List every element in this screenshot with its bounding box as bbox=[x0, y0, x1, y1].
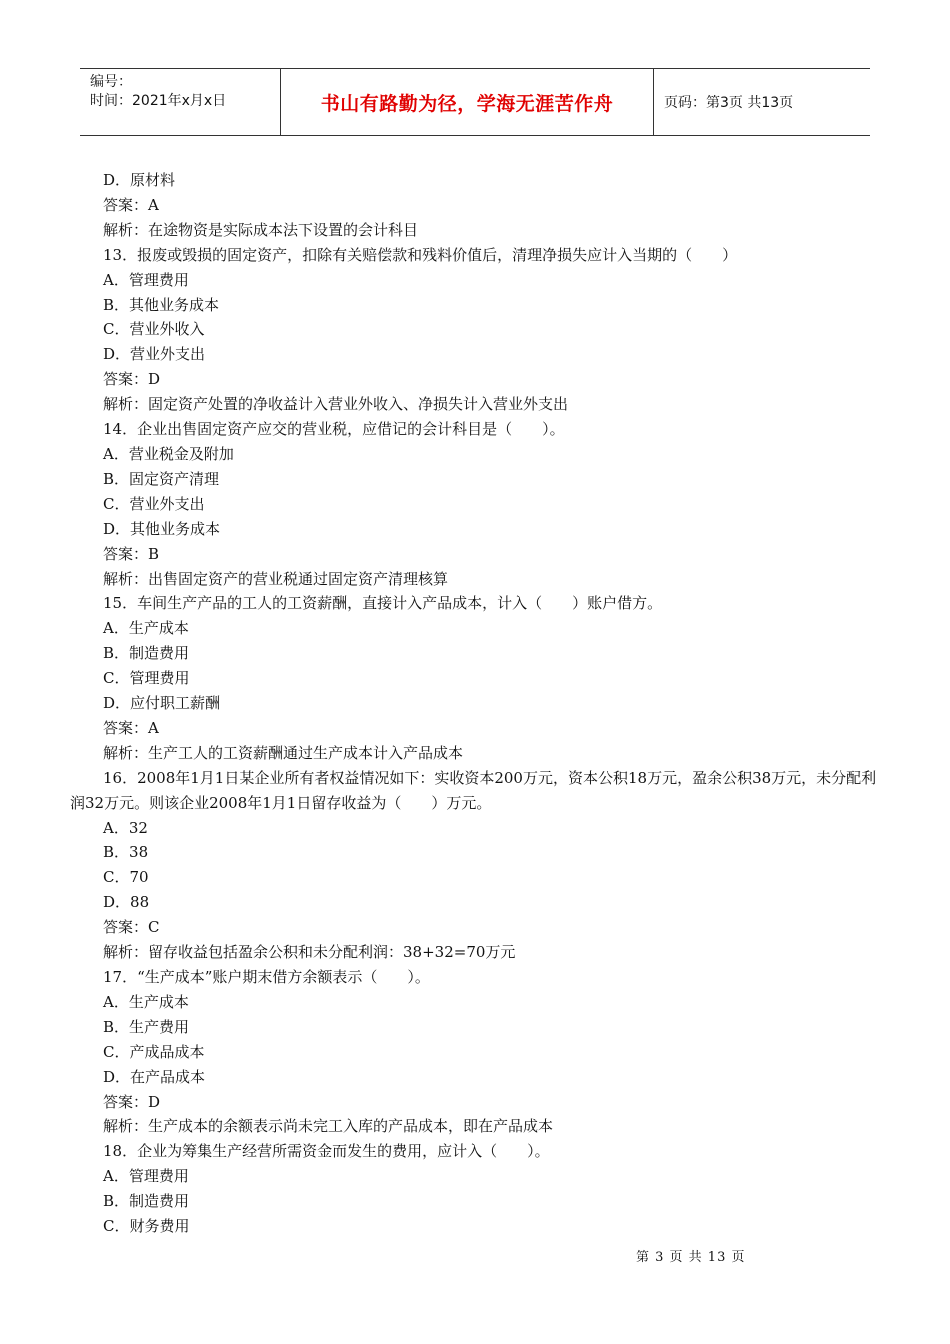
date-label: 时间：2021年x月x日 bbox=[90, 93, 227, 109]
answer-line: 答案：B bbox=[103, 544, 160, 563]
explanation-line: 解析：生产工人的工资薪酬通过生产成本计入产品成本 bbox=[103, 743, 464, 762]
text-line: D．原材料 bbox=[103, 171, 176, 189]
option-line: D．应付职工薪酬 bbox=[103, 694, 221, 713]
question-13: 13．报废或毁损的固定资产，扣除有关赔偿款和残料价值后，清理净损失应计入当期的（ ） bbox=[103, 245, 738, 264]
page-footer: 第 3 页 共 13 页 bbox=[636, 1250, 746, 1265]
option-line: C．财务费用 bbox=[103, 1217, 190, 1236]
question-17: 17．“生产成本”账户期末借方余额表示（ ）。 bbox=[103, 968, 430, 986]
option-line: C．营业外支出 bbox=[103, 494, 205, 513]
page-header bbox=[80, 68, 870, 136]
option-line: B．制造费用 bbox=[103, 1192, 190, 1211]
option-line: C．营业外收入 bbox=[103, 320, 205, 339]
question-14: 14．企业出售固定资产应交的营业税，应借记的会计科目是（ ）。 bbox=[103, 420, 565, 439]
option-line: B．38 bbox=[103, 843, 149, 862]
text-line: 解析：在途物资是实际成本法下设置的会计科目 bbox=[103, 220, 419, 239]
option-line: A．32 bbox=[103, 818, 148, 837]
question-16: 16．2008年1月1日某企业所有者权益情况如下：实收资本200万元，资本公积18万元，盈余公积38万元，未分配利润32万元。则该企业2008年1月1日留存收益为（ ）万元。 bbox=[70, 768, 877, 812]
serial-label: 编号： bbox=[90, 74, 132, 90]
document-body bbox=[70, 168, 885, 1239]
option-line: B．生产费用 bbox=[103, 1017, 190, 1036]
answer-line: 答案：D bbox=[103, 1092, 161, 1111]
option-line: C．管理费用 bbox=[103, 669, 190, 688]
question-18: 18．企业为筹集生产经营所需资金而发生的费用，应计入（ ）。 bbox=[103, 1142, 550, 1161]
option-line: B．制造费用 bbox=[103, 644, 190, 663]
option-line: D．营业外支出 bbox=[103, 345, 206, 364]
option-line: C．产成品成本 bbox=[103, 1042, 205, 1061]
option-line: B．其他业务成本 bbox=[103, 295, 220, 314]
header-motto: 书山有路勤为径，学海无涯苦作舟 bbox=[281, 69, 654, 135]
option-line: A．营业税金及附加 bbox=[103, 444, 234, 463]
answer-line: 答案：C bbox=[103, 918, 160, 937]
option-line: A．生产成本 bbox=[103, 992, 189, 1011]
option-line: A．管理费用 bbox=[103, 1167, 189, 1186]
explanation-line: 解析：固定资产处置的净收益计入营业外收入、净损失计入营业外支出 bbox=[103, 395, 569, 414]
answer-line: 答案：D bbox=[103, 370, 161, 389]
option-line: D．其他业务成本 bbox=[103, 519, 221, 538]
header-page-info: 页码：第3页 共13页 bbox=[664, 95, 794, 111]
text-line: 答案：A bbox=[103, 195, 159, 214]
answer-line: 答案：A bbox=[103, 718, 159, 737]
option-line: D．在产品成本 bbox=[103, 1067, 206, 1086]
option-line: A．管理费用 bbox=[103, 270, 189, 289]
explanation-line: 解析：生产成本的余额表示尚未完工入库的产品成本，即在产品成本 bbox=[103, 1117, 554, 1136]
option-line: A．生产成本 bbox=[103, 619, 189, 638]
option-line: B．固定资产清理 bbox=[103, 469, 220, 488]
option-line: D．88 bbox=[103, 893, 150, 912]
option-line: C．70 bbox=[103, 868, 149, 887]
explanation-line: 解析：出售固定资产的营业税通过固定资产清理核算 bbox=[103, 569, 449, 588]
header-meta bbox=[80, 69, 281, 135]
question-15: 15．车间生产产品的工人的工资薪酬，直接计入产品成本，计入（ ）账户借方。 bbox=[103, 594, 663, 613]
explanation-line: 解析：留存收益包括盈余公积和未分配利润：38+32=70万元 bbox=[103, 943, 516, 962]
